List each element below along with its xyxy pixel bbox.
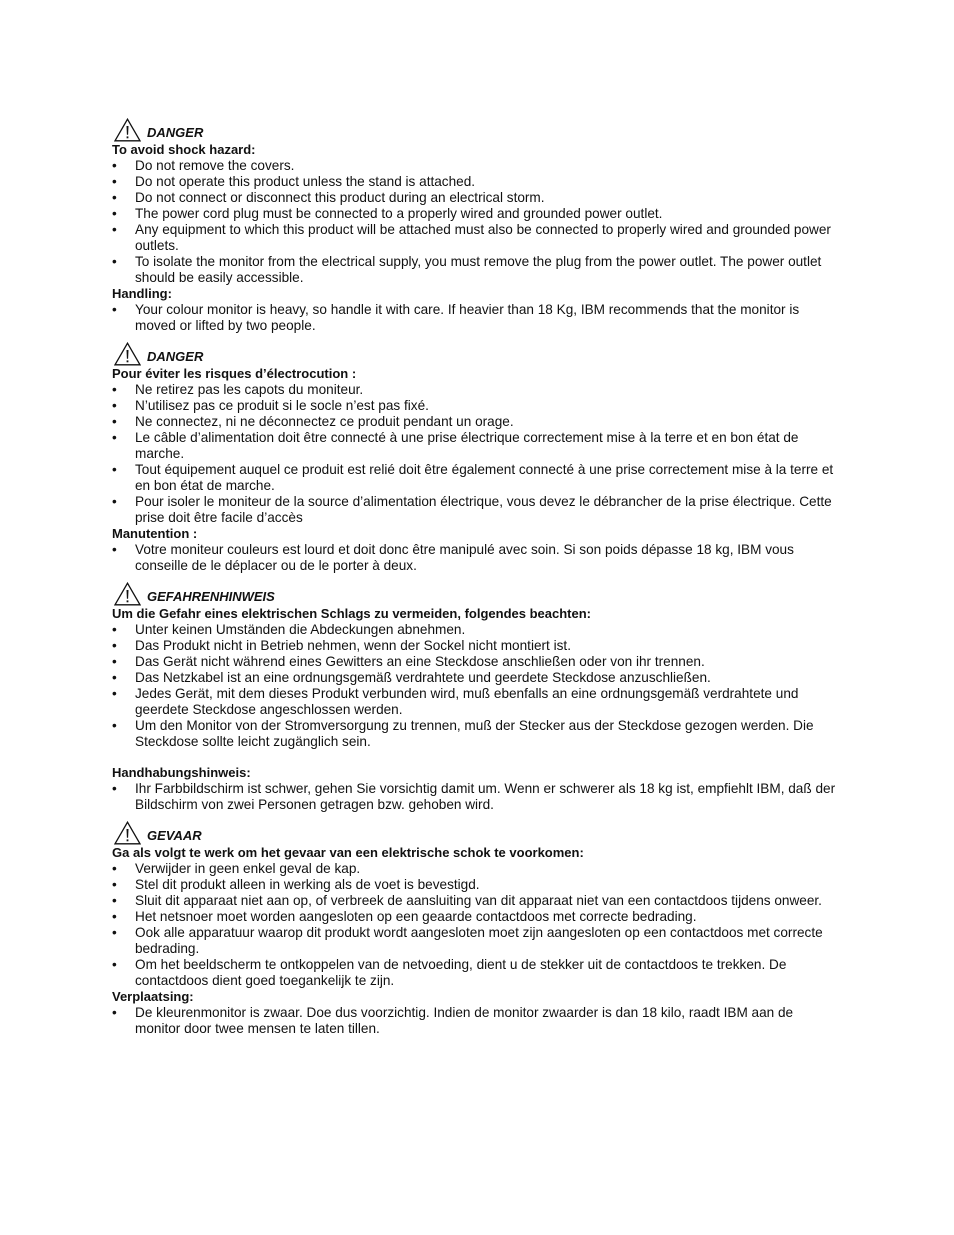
bullet-glyph: • <box>112 781 117 796</box>
list-item-text: Verwijder in geen enkel geval de kap. <box>135 861 361 876</box>
bullet-glyph: • <box>112 909 117 924</box>
list-item <box>112 877 842 893</box>
list-item <box>112 414 842 430</box>
safety-notice-page <box>112 114 842 1037</box>
list-item <box>112 925 842 957</box>
bullet-glyph: • <box>112 686 117 701</box>
group-heading: Pour éviter les risques d’électrocution : <box>112 366 357 381</box>
bullet-list <box>112 302 842 334</box>
list-item <box>112 158 842 174</box>
bullet-glyph: • <box>112 1005 117 1020</box>
bullet-glyph: • <box>112 254 117 269</box>
bullet-glyph: • <box>112 861 117 876</box>
list-item <box>112 382 842 398</box>
list-item-text: Ne connectez, ni ne déconnectez ce produit pendant un orage. <box>135 414 514 429</box>
group-heading: Verplaatsing: <box>112 989 194 1004</box>
bullet-glyph: • <box>112 654 117 669</box>
list-item-text: Tout équipement auquel ce produit est relié doit être également connecté à une prise correctement mise à la terre et en bon état de marche. <box>135 462 834 493</box>
bullet-glyph: • <box>112 206 117 221</box>
bullet-glyph: • <box>112 414 117 429</box>
list-item <box>112 893 842 909</box>
bullet-list <box>112 542 842 574</box>
bullet-list <box>112 158 842 286</box>
bullet-glyph: • <box>112 638 117 653</box>
list-item-text: Sluit dit apparaat niet aan op, of verbreek de aansluiting van dit apparaat niet van een contactdoos tijdens onweer. <box>135 893 822 908</box>
list-item <box>112 302 842 334</box>
list-item <box>112 254 842 286</box>
bullet-list <box>112 861 842 989</box>
list-item <box>112 190 842 206</box>
group-heading: Handling: <box>112 286 172 301</box>
list-item-text: Ne retirez pas les capots du moniteur. <box>135 382 364 397</box>
list-item <box>112 206 842 222</box>
bullet-glyph: • <box>112 462 117 477</box>
group-heading: To avoid shock hazard: <box>112 142 256 157</box>
group-heading: Manutention : <box>112 526 198 541</box>
list-item <box>112 1005 842 1037</box>
bullet-list <box>112 1005 842 1037</box>
warning-triangle-icon <box>114 582 141 606</box>
safety-section <box>112 817 842 1037</box>
list-item-text: Om het beeldscherm te ontkoppelen van de netvoeding, dient u de stekker uit de contactdoos te trekken. De contactdoos dient goed toegankelijk te zijn. <box>135 957 787 988</box>
list-item <box>112 654 842 670</box>
list-item-text: Pour isoler le moniteur de la source d’alimentation électrique, vous devez le débrancher de la prise électrique. Cette prise doit être facile d’accès <box>135 494 832 525</box>
list-item <box>112 686 842 718</box>
bullet-glyph: • <box>112 190 117 205</box>
list-item-text: Ihr Farbbildschirm ist schwer, gehen Sie vorsichtig damit um. Wenn er schwerer als 18 kg ist, empfiehlt IBM, daß der Bildschirm von zwei Personen getragen bzw. gehoben wird. <box>135 781 836 812</box>
bullet-glyph: • <box>112 382 117 397</box>
list-item-text: Do not remove the covers. <box>135 158 295 173</box>
bullet-list <box>112 781 842 813</box>
list-item <box>112 222 842 254</box>
list-item-text: Um den Monitor von der Stromversorgung zu trennen, muß der Stecker aus der Steckdose gezogen werden. Die Steckdose sollte leicht zugänglich sein. <box>135 718 814 749</box>
section-header <box>112 817 842 845</box>
section-body <box>112 366 842 574</box>
list-item <box>112 781 842 813</box>
list-item <box>112 638 842 654</box>
list-item-text: Das Gerät nicht während eines Gewitters an eine Steckdose anschließen oder von ihr trennen. <box>135 654 705 669</box>
safety-section <box>112 338 842 574</box>
bullet-list <box>112 622 842 750</box>
warning-triangle-icon <box>114 821 141 845</box>
list-item <box>112 494 842 526</box>
list-item-text: Unter keinen Umständen die Abdeckungen abnehmen. <box>135 622 466 637</box>
bullet-list <box>112 382 842 526</box>
warning-triangle-icon <box>114 118 141 142</box>
bullet-glyph: • <box>112 718 117 733</box>
list-item-text: Le câble d’alimentation doit être connecté à une prise électrique correctement mise à la terre et en bon état de marche. <box>135 430 799 461</box>
bullet-glyph: • <box>112 302 117 317</box>
list-item-text: Votre moniteur couleurs est lourd et doit donc être manipulé avec soin. Si son poids dépasse 18 kg, IBM vous conseille de le déplacer ou de le porter à deux. <box>135 542 794 573</box>
list-item-text: Jedes Gerät, mit dem dieses Produkt verbunden wird, muß ebenfalls an eine ordnungsgemäß verdrahtete und geerdete Steckdose angeschlossen werden. <box>135 686 799 717</box>
list-item-text: Do not connect or disconnect this product during an electrical storm. <box>135 190 545 205</box>
list-item <box>112 718 842 750</box>
bullet-glyph: • <box>112 925 117 940</box>
list-item-text: Do not operate this product unless the stand is attached. <box>135 174 476 189</box>
list-item <box>112 462 842 494</box>
bullet-glyph: • <box>112 670 117 685</box>
list-item-text: Das Netzkabel ist an eine ordnungsgemäß verdrahtete und geerdete Steckdose anzuschließen. <box>135 670 711 685</box>
warning-triangle-icon <box>114 342 141 366</box>
bullet-glyph: • <box>112 158 117 173</box>
list-item-text: Any equipment to which this product will be attached must also be connected to properly wired and grounded power outlets. <box>135 222 831 253</box>
safety-section <box>112 114 842 334</box>
list-item-text: Das Produkt nicht in Betrieb nehmen, wenn der Sockel nicht montiert ist. <box>135 638 571 653</box>
bullet-glyph: • <box>112 222 117 237</box>
section-header <box>112 114 842 142</box>
list-item-text: To isolate the monitor from the electrical supply, you must remove the plug from the power outlet. The power outlet should be easily accessible. <box>135 254 822 285</box>
list-item-text: Het netsnoer moet worden aangesloten op een geaarde contactdoos met correcte bedrading. <box>135 909 697 924</box>
section-title: GEVAAR <box>147 828 202 843</box>
bullet-glyph: • <box>112 957 117 972</box>
group-heading: Handhabungshinweis: <box>112 765 251 780</box>
section-title: DANGER <box>147 125 204 140</box>
section-header <box>112 338 842 366</box>
section-body <box>112 142 842 334</box>
list-item <box>112 909 842 925</box>
bullet-glyph: • <box>112 893 117 908</box>
bullet-glyph: • <box>112 877 117 892</box>
list-item <box>112 174 842 190</box>
bullet-glyph: • <box>112 430 117 445</box>
safety-section <box>112 578 842 813</box>
list-item <box>112 861 842 877</box>
blank-line <box>112 750 842 765</box>
list-item-text: The power cord plug must be connected to a properly wired and grounded power outlet. <box>135 206 663 221</box>
section-body <box>112 845 842 1037</box>
list-item <box>112 622 842 638</box>
bullet-glyph: • <box>112 494 117 509</box>
bullet-glyph: • <box>112 174 117 189</box>
section-header <box>112 578 842 606</box>
section-title: DANGER <box>147 349 204 364</box>
group-heading: Ga als volgt te werk om het gevaar van een elektrische schok te voorkomen: <box>112 845 584 860</box>
list-item-text: N’utilisez pas ce produit si le socle n’est pas fixé. <box>135 398 429 413</box>
list-item <box>112 430 842 462</box>
list-item-text: Ook alle apparatuur waarop dit produkt wordt aangesloten moet zijn aangesloten op een contactdoos met correcte bedrading. <box>135 925 823 956</box>
bullet-glyph: • <box>112 622 117 637</box>
list-item <box>112 398 842 414</box>
section-body <box>112 606 842 813</box>
list-item-text: Stel dit produkt alleen in werking als de voet is bevestigd. <box>135 877 480 892</box>
group-heading: Um die Gefahr eines elektrischen Schlags zu vermeiden, folgendes beachten: <box>112 606 591 621</box>
bullet-glyph: • <box>112 398 117 413</box>
list-item <box>112 957 842 989</box>
list-item-text: De kleurenmonitor is zwaar. Doe dus voorzichtig. Indien de monitor zwaarder is dan 18 kilo, raadt IBM aan de monitor door twee mensen te laten tillen. <box>135 1005 794 1036</box>
list-item <box>112 670 842 686</box>
section-title: GEFAHRENHINWEIS <box>147 589 275 604</box>
list-item-text: Your colour monitor is heavy, so handle it with care. If heavier than 18 Kg, IBM recommends that the monitor is moved or lifted by two people. <box>135 302 800 333</box>
list-item <box>112 542 842 574</box>
bullet-glyph: • <box>112 542 117 557</box>
